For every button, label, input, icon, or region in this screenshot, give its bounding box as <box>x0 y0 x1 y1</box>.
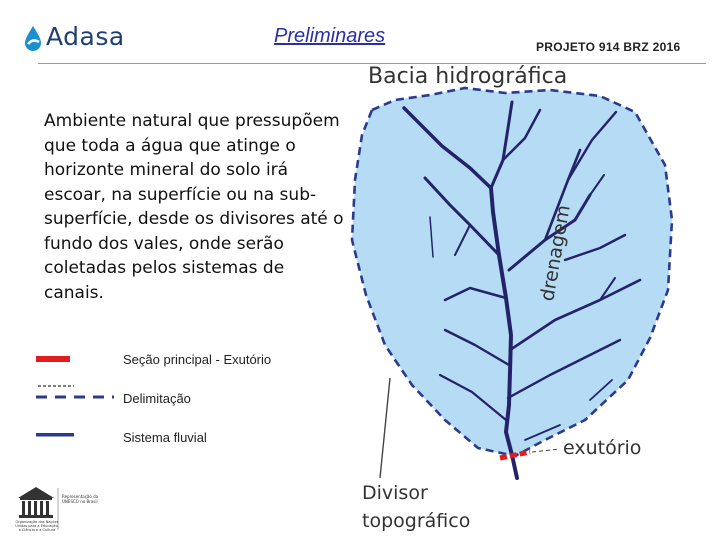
legend-boundary-swatch <box>36 382 116 404</box>
legend-outlet-label: Seção principal - Exutório <box>123 352 272 367</box>
drainage-label: drenagem <box>536 203 575 303</box>
unesco-text: Representação da UNESCO no Brasil <box>62 494 99 504</box>
basin-boundary <box>352 88 672 456</box>
outlet-label: exutório <box>563 437 642 459</box>
outlet-leader <box>532 449 560 452</box>
adasa-logo <box>18 18 125 54</box>
legend-outlet-swatch <box>36 354 72 364</box>
legend-boundary-label: Delimitação <box>123 391 191 406</box>
unesco-subtext: Organização das Nações Unidas para a Educação, a Ciência e a Cultura <box>15 520 59 533</box>
water-drop-icon <box>22 24 44 52</box>
legend-river-label: Sistema fluvial <box>123 430 207 445</box>
divisor-label-line1: Divisor <box>362 482 428 504</box>
description-paragraph: Ambiente natural que pressupõem que toda a água que atinge o horizonte mineral do solo irá escoar, na superfície ou na sub-superfície, desde os divisores até o fundo dos vales, onde serão coletadas pelos sistemas de canais. <box>44 111 344 303</box>
slide-title: Preliminares <box>274 25 386 47</box>
divisor-label-line2: topográfico <box>362 510 471 532</box>
project-code: PROJETO 914 BRZ 2016 <box>536 40 681 54</box>
diagram-title: Bacia hidrográfica <box>368 64 568 89</box>
watershed-diagram <box>332 64 720 540</box>
logo-text: Adasa <box>46 22 125 51</box>
divisor-leader <box>380 378 390 478</box>
legend-river-swatch <box>36 431 76 439</box>
